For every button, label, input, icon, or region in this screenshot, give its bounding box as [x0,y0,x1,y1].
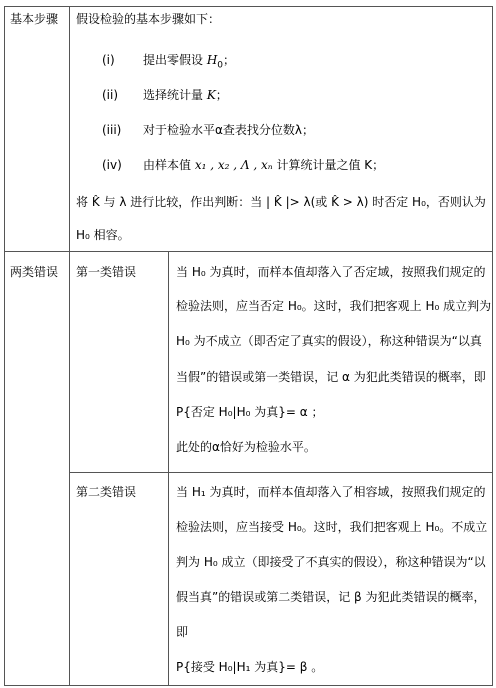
row-divider-1 [4,251,493,252]
step-text-4: 由样本值 x₁ , x₂ , Λ , xₙ 计算统计量之值 K； [143,158,385,172]
step-text-1: 提出零假设 $H_0$； [143,53,236,71]
row-divider-2 [69,472,493,473]
step-num-1: (i) [102,53,115,67]
type-one-line-4: 当假”的错误或第一类错误，记 α 为犯此类错误的概率，即 [176,370,486,384]
table-border-bottom [4,685,493,686]
type-two-line-3: 判为 H₀ 成立（即接受了不真实的假设），称这种错误为“以 [176,555,486,569]
step-num-2: (ii) [102,88,119,102]
row-label-two-errors: 两类错误 [10,265,59,279]
type-one-line-6: 此处的α恰好为检验水平。 [176,440,316,454]
col-divider-1 [69,6,70,686]
step-num-4: (iv) [102,158,122,172]
conclusion-line-1: 将 K̂ 与 λ 进行比较，作出判断：当 | K̂ |> λ(或 K̂ > λ) 时否定 H₀，否则认为 [76,195,486,209]
type-two-line-5: 即 [176,625,189,639]
step-text-3: 对于检验水平α查表找分位数λ； [143,123,315,137]
row-label-basic-steps: 基本步骤 [10,12,59,26]
conclusion-line-2: H₀ 相容。 [76,228,130,242]
type-two-line-2: 检验法则，应当接受 H₀。这时，我们把客观上 H₀。不成立 [176,520,488,534]
steps-intro: 假设检验的基本步骤如下： [76,12,221,26]
table-border-left [4,6,5,686]
type-one-line-5: P{否定 H₀|H₀ 为真}= α ； [176,405,324,419]
table-border-top [4,6,493,7]
step-num-3: (iii) [102,123,122,137]
type-one-error-label: 第一类错误 [76,265,137,279]
type-two-line-4: 假当真”的错误或第二类错误，记 β 为犯此类错误的概率， [176,590,486,604]
type-two-error-label: 第二类错误 [76,485,137,499]
table-border-right [492,6,493,686]
step-text-2: 选择统计量 K； [143,88,228,102]
type-two-line-6: P{接受 H₀|H₁ 为真}= β 。 [176,660,324,674]
type-one-line-3: H₀ 为不成立（即否定了真实的假设），称这种错误为“以真 [176,334,482,348]
type-two-line-1: 当 H₁ 为真时，而样本值却落入了相容域，按照我们规定的 [176,485,486,499]
col-divider-2 [168,251,169,686]
type-one-line-1: 当 H₀ 为真时，而样本值却落入了否定域，按照我们规定的 [176,265,486,279]
type-one-line-2: 检验法则，应当否定 H₀。这时，我们把客观上 H₀ 成立判为 [176,299,492,313]
